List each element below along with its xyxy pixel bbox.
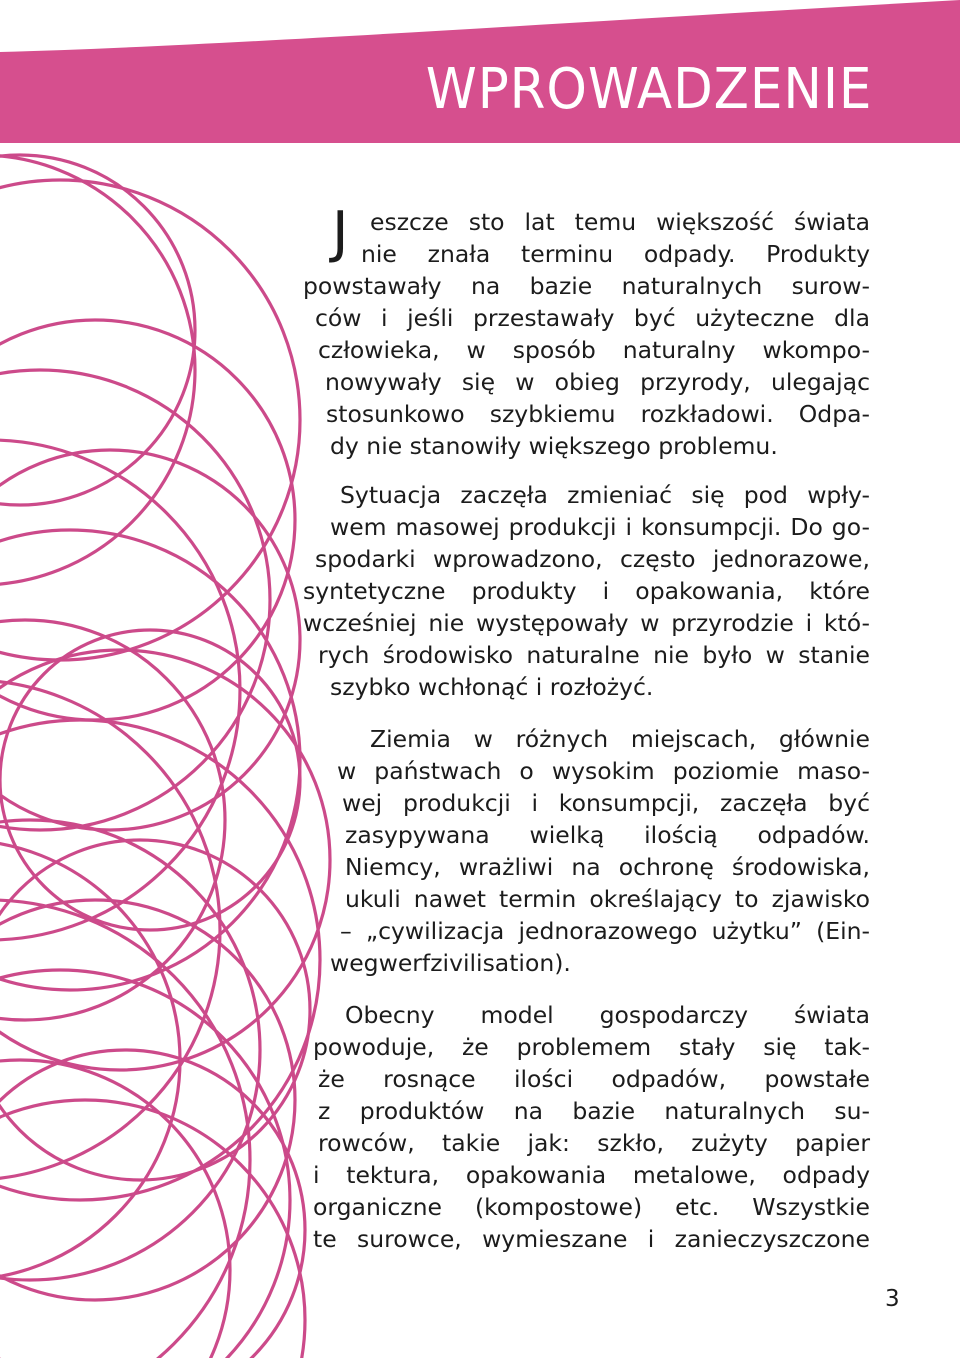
paragraph-4-line-1: Obecny model gospodarczy świata: [345, 1001, 870, 1029]
paragraph-4-line-3: że rosnące ilości odpadów, powstałe: [318, 1065, 870, 1093]
ring-8: [0, 530, 300, 990]
paragraph-2-line-6: rych środowisko naturalne nie było w stanie: [318, 641, 870, 669]
paragraph-3-line-5: Niemcy, wrażliwi na ochronę środowiska,: [345, 853, 870, 881]
paragraph-1-line-8: dy nie stanowiły większego problemu.: [330, 432, 778, 460]
paragraph-4-line-5: rowców, takie jak: szkło, zużyty papier: [318, 1129, 870, 1157]
paragraph-3-line-2: w państwach o wysokim poziomie maso-: [337, 757, 870, 785]
page-number: 3: [885, 1286, 900, 1312]
paragraph-3-line-8: wegwerfzivilisation).: [330, 949, 571, 977]
paragraph-2-line-3: spodarki wprowadzono, często jednorazowe,: [315, 545, 870, 573]
paragraph-1-line-7: stosunkowo szybkiemu rozkładowi. Odpa-: [326, 400, 870, 428]
paragraph-4-line-7: organiczne (kompostowe) etc. Wszystkie: [313, 1193, 870, 1221]
paragraph-4-line-4: z produktów na bazie naturalnych su-: [318, 1097, 870, 1125]
paragraph-2-line-4: syntetyczne produkty i opakowania, które: [303, 577, 870, 605]
paragraph-1-line-1: eszcze sto lat temu większość świata: [370, 208, 870, 236]
ring-3: [0, 180, 300, 660]
paragraph-2-line-5: wcześniej nie występowały w przyrodzie i któ-: [303, 609, 870, 637]
paragraph-2-line-2: wem masowej produkcji i konsumpcji. Do go-: [330, 513, 870, 541]
paragraph-3-line-7: – „cywilizacja jednorazowego użytku” (Ein-: [340, 917, 870, 945]
paragraph-4-line-8: te surowce, wymieszane i zanieczyszczone: [313, 1225, 870, 1253]
dropcap-letter: J: [332, 200, 349, 265]
paragraph-1-line-3: powstawały na bazie naturalnych surow-: [303, 272, 870, 300]
paragraph-1-line-2: nie znała terminu odpady. Produkty: [361, 240, 870, 268]
paragraph-3-line-3: wej produkcji i konsumpcji, zaczęła być: [342, 789, 870, 817]
paragraph-1-line-4: ców i jeśli przestawały być użyteczne dla: [315, 304, 870, 332]
page-title: WPROWADZENIE: [425, 57, 872, 122]
paragraph-2-line-1: Sytuacja zaczęła zmieniać się pod wpły-: [340, 481, 870, 509]
ring-21: [0, 630, 300, 930]
paragraph-1-line-5: człowieka, w sposób naturalny wkompo-: [318, 336, 870, 364]
ring-16: [0, 900, 250, 1358]
paragraph-3-line-6: ukuli nawet termin określający to zjawisko: [345, 885, 870, 913]
paragraph-3-line-1: Ziemia w różnych miejscach, głównie: [370, 725, 870, 753]
paragraph-2-line-7: szybko wchłonąć i rozłożyć.: [330, 673, 654, 701]
paragraph-4-line-6: i tektura, opakowania metalowe, odpady: [313, 1161, 870, 1189]
paragraph-1-line-6: nowywały się w obieg przyrody, ulegając: [325, 368, 870, 396]
paragraph-3-line-4: zasypywana wielką ilością odpadów.: [345, 821, 870, 849]
paragraph-4-line-2: powoduje, że problemem stały się tak-: [313, 1033, 870, 1061]
ring-13: [0, 840, 310, 1180]
ring-20: [0, 1100, 305, 1358]
